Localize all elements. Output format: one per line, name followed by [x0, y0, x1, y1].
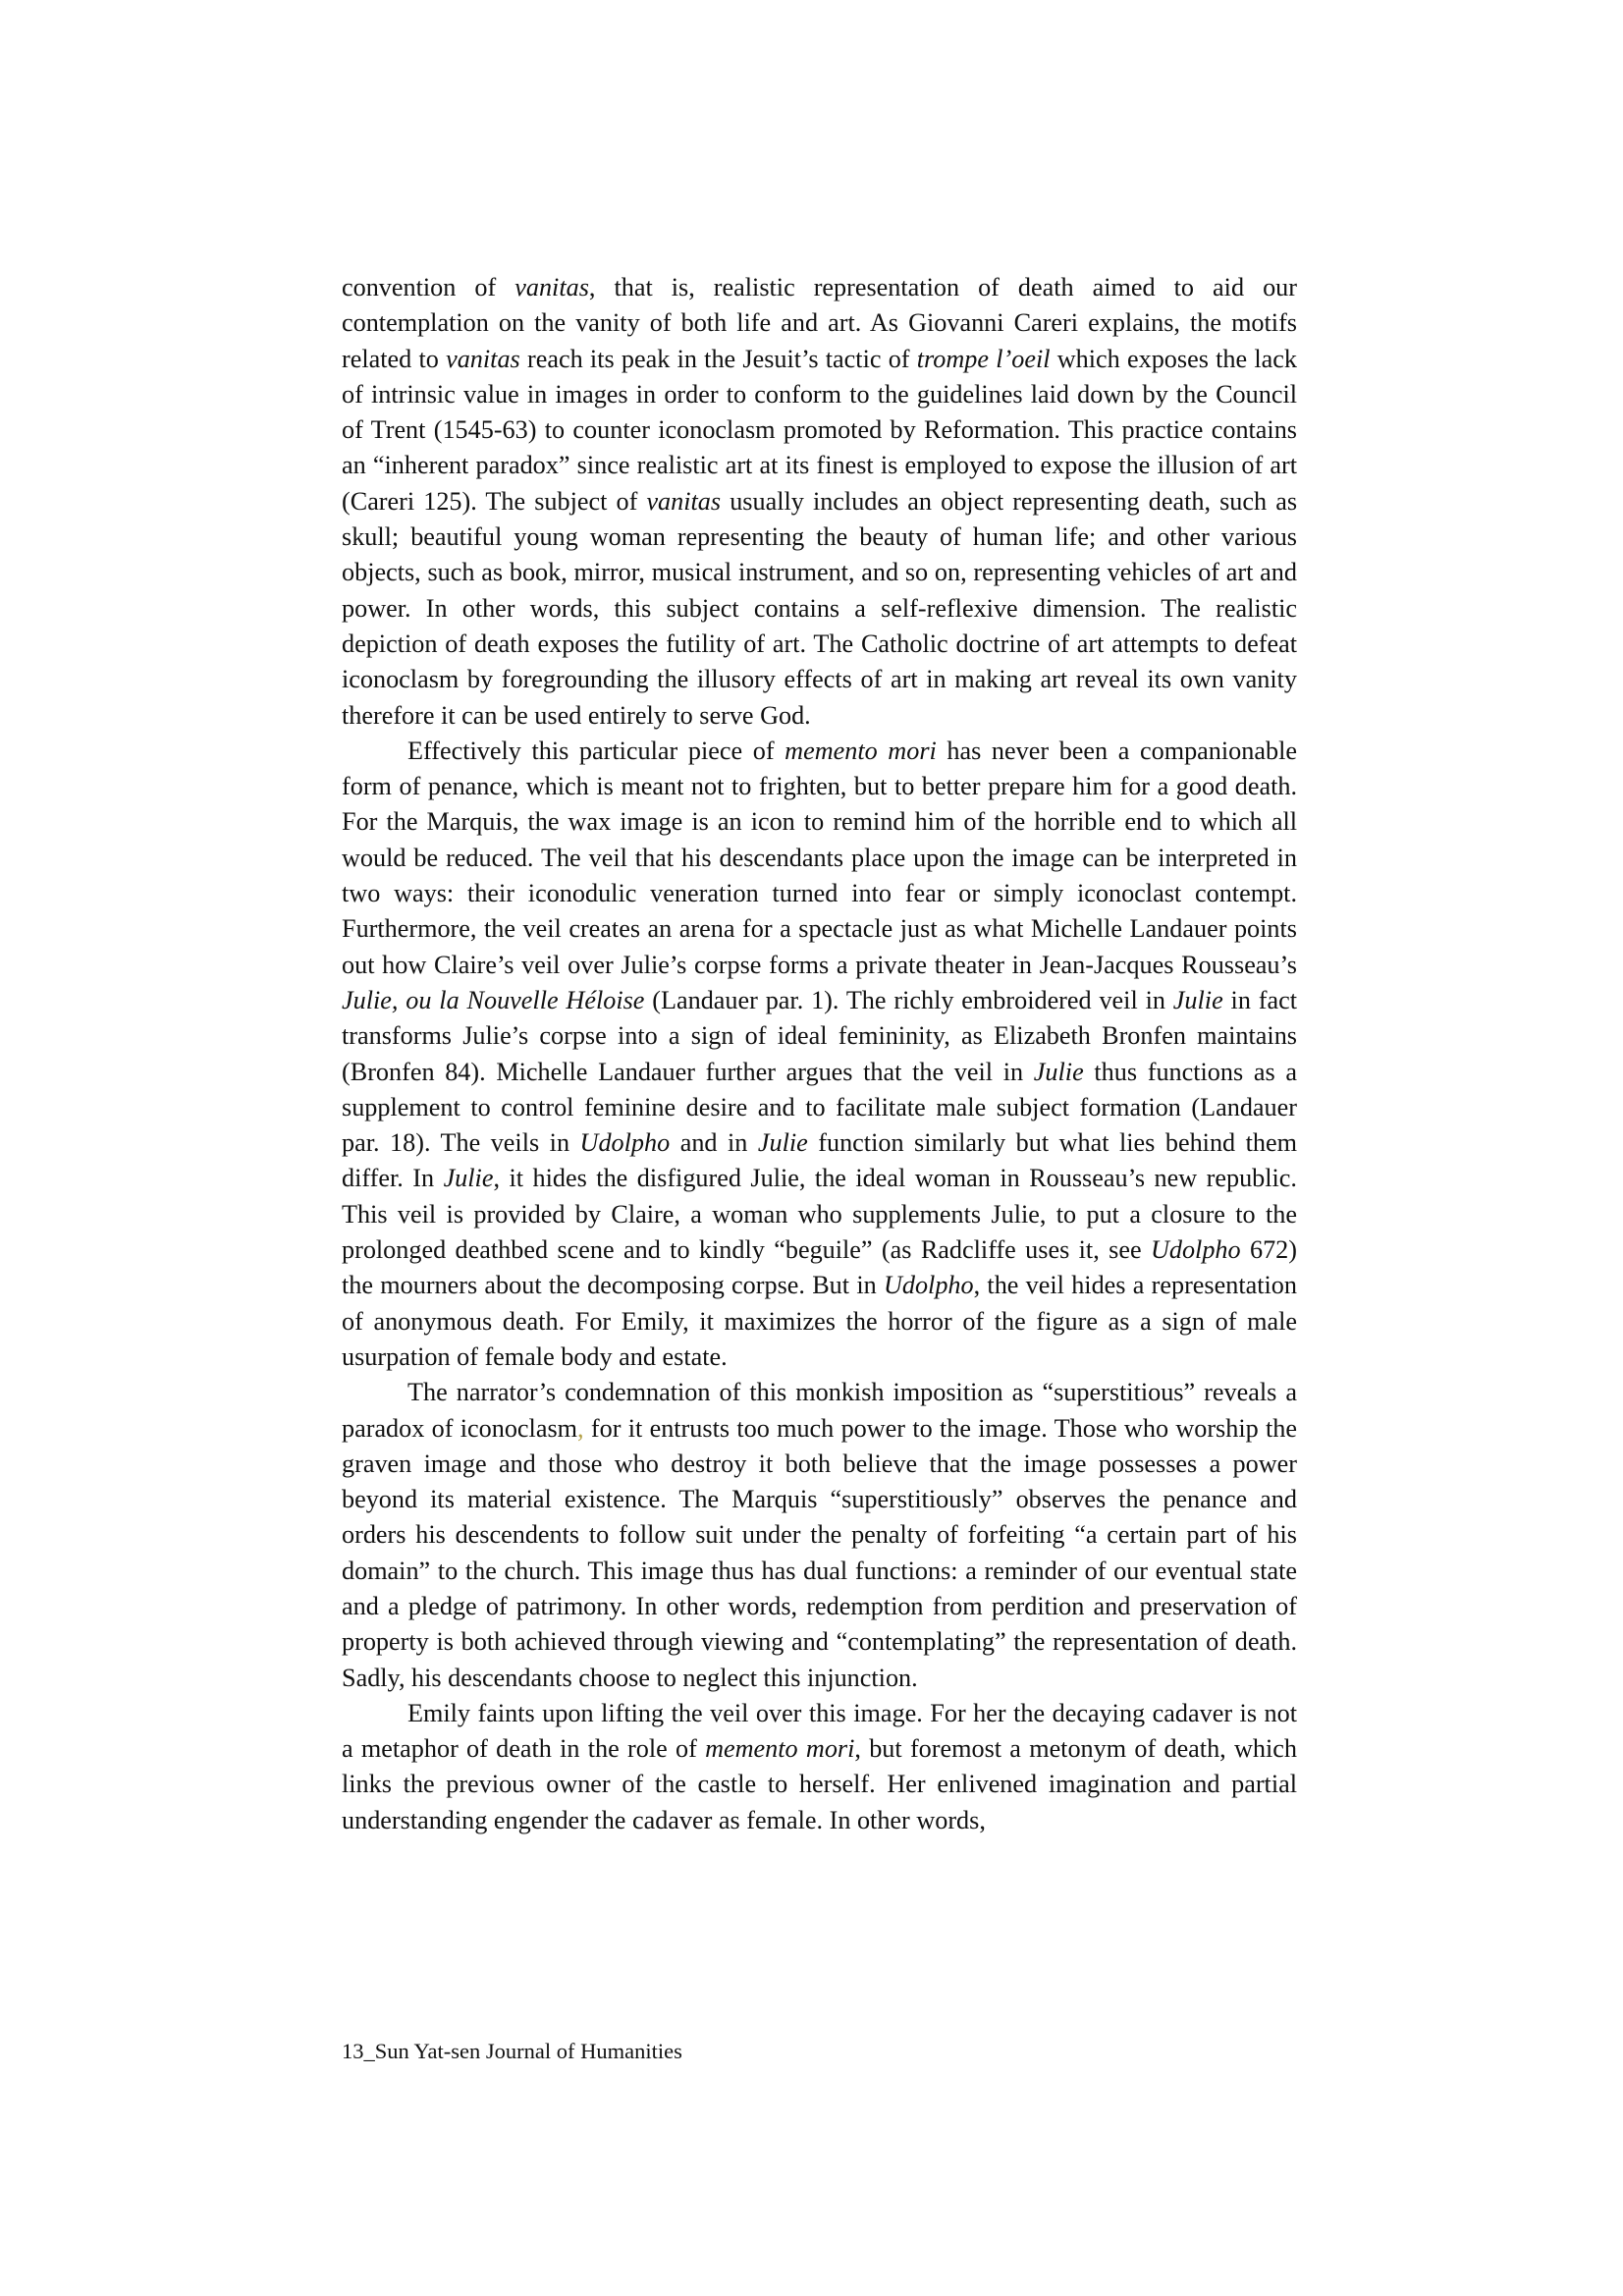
text-run: (Landauer par. 1). The richly embroidered veil in — [644, 985, 1173, 1014]
paragraph — [342, 270, 1297, 734]
text-run: for it entrusts too much power to the image. Those who worship the graven image and those who destroy it both believe that the image possesses a power beyond its material existence. The Marquis “superstitiously” observes the penance and orders his descendents to follow suit under the penalty of forfeiting “a certain part of his domain” to the church. This image thus has dual functions: a reminder of our eventual state and a pledge of patrimony. In other words, redemption from perdition and preservation of property is both achieved through viewing and “contemplating” the representation of death. Sadly, his descendants choose to neglect this injunction. — [342, 1413, 1298, 1692]
text-run: has never been a companionable form of penance, which is meant not to frighten, but to better prepare him for a good death. For the Marquis, the wax image is an icon to remind him of the horrible end to which all would be reduced. The veil that his descendants place upon the image can be interpreted in two ways: their iconodulic veneration turned into fear or simply iconoclast contempt. Furthermore, the veil creates an arena for a spectacle just as what Michelle Landauer points out how Claire’s veil over Julie’s corpse forms a private theater in Jean-Jacques Rousseau’s — [342, 736, 1297, 979]
italic-run: memento mori — [705, 1734, 855, 1764]
highlighted-comma: , — [577, 1413, 584, 1443]
italic-run: Julie — [1172, 985, 1223, 1014]
italic-run: vanitas — [646, 486, 722, 516]
text-run: function similarly but what lies behind them differ. In — [342, 1128, 1297, 1193]
text-run: , it hides the disfigured Julie, the ideal woman in Rousseau’s new republic. This veil is provided by Claire, a woman who supplements Julie, to put a closure to the prolonged deathbed scene and to kindly “beguile” (as Radcliffe uses it, see — [342, 1164, 1297, 1265]
italic-run: memento mori — [784, 736, 937, 765]
text-run: which exposes the lack of intrinsic value in images in order to conform to the guidelines laid down by the Council of Trent (1545-63) to counter iconoclasm promoted by Reformation. This practice contains an “inherent paradox” since realistic art at its finest is employed to expose the illusion of art (Careri 125). The subject of — [342, 344, 1297, 516]
text-run: Effectively this particular piece of — [407, 736, 785, 765]
text-run: usually includes an object representing death, such as skull; beautiful young woman representing the beauty of human life; and other various objects, such as book, mirror, musical instrument, and so on, representing vehicles of art and power. In other words, this subject contains a self-reflexive dimension. The realistic depiction of death exposes the futility of art. The Catholic doctrine of art attempts to defeat iconoclasm by foregrounding the illusory effects of art in making art reveal its own vanity therefore it can be used entirely to serve God. — [342, 486, 1298, 730]
text-run: and in — [670, 1128, 758, 1158]
paragraph — [342, 1696, 1297, 1838]
text-run: thus functions as a supplement to control feminine desire and to facilitate male subject formation (Landauer par. 18). The veils in — [342, 1057, 1297, 1158]
italic-run: Julie, ou la Nouvelle Héloise — [342, 985, 645, 1014]
italic-run: Udolpho — [1150, 1235, 1241, 1265]
text-run: in fact transforms Julie’s corpse into a sign of ideal femininity, as Elizabeth Bronfen maintains (Bronfen 84). Michelle Landauer further argues that the veil in — [342, 985, 1297, 1086]
italic-run: Julie — [443, 1164, 494, 1193]
italic-run: trompe l’oeil — [916, 344, 1051, 373]
paragraph — [342, 734, 1297, 1375]
italic-run: Julie — [1033, 1057, 1084, 1086]
text-run: convention of — [342, 273, 515, 301]
text-run: Emily faints upon lifting the veil over this image. For her the decaying cadaver is not a metaphor of death in the role of — [342, 1698, 1297, 1764]
text-run: reach its peak in the Jesuit’s tactic of — [519, 344, 917, 373]
paragraph — [342, 1375, 1297, 1696]
italic-run: vanitas — [514, 273, 589, 301]
italic-run: vanitas — [446, 344, 520, 373]
body-text — [342, 270, 1297, 1838]
text-run: The narrator’s condemnation of this monkish imposition as “superstitious” reveals a paradox of iconoclasm — [342, 1378, 1297, 1443]
italic-run: Julie — [757, 1128, 808, 1158]
italic-run: Udolpho — [579, 1128, 671, 1158]
text-run: , but foremost a metonym of death, which links the previous owner of the castle to herself. Her enlivened imagination and partial understanding engender the cadaver as female. In other words, — [342, 1734, 1297, 1834]
text-run: 672) the mourners about the decomposing corpse. But in — [342, 1235, 1297, 1300]
running-footer: 13_Sun Yat-sen Journal of Humanities — [342, 2039, 682, 2063]
italic-run: Udolpho — [883, 1271, 974, 1300]
text-run: , the veil hides a representation of anonymous death. For Emily, it maximizes the horror of the figure as a sign of male usurpation of female body and estate. — [342, 1271, 1297, 1371]
text-run: , that is, realistic representation of death aimed to aid our contemplation on the vanity of both life and art. As Giovanni Careri explains, the motifs related to — [342, 273, 1297, 373]
